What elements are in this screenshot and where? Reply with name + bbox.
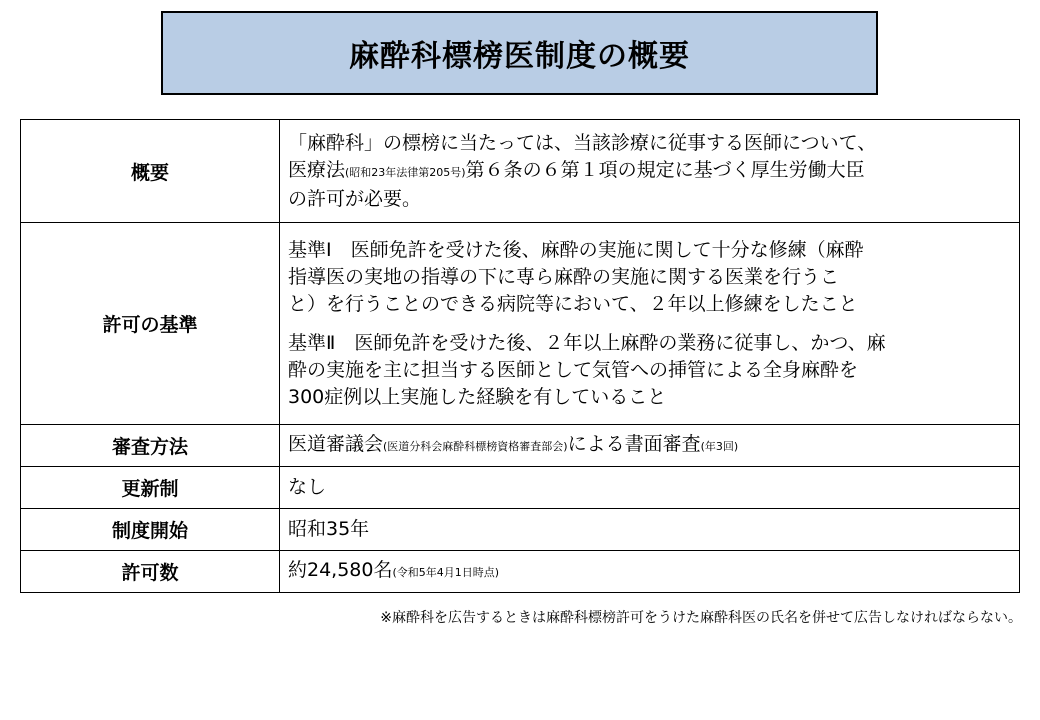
overview-line-3: の許可が必要。 — [288, 187, 422, 210]
table-row-start — [21, 509, 1020, 551]
row-label-start: 制度開始 — [21, 509, 280, 551]
count-date-note: (令和5年4月1日時点) — [392, 566, 500, 579]
criterion-2-line-2: 酔の実施を主に担当する医師として気管への挿管による全身麻酔を — [288, 358, 859, 381]
title-box — [161, 11, 878, 95]
table-row-overview — [21, 120, 1020, 223]
overview-line-2 — [288, 157, 1011, 186]
table-row-count — [21, 551, 1020, 593]
criterion-2-line-3: 300症例以上実施した経験を有していること — [288, 385, 667, 408]
review-council: 医道審議会 — [288, 433, 384, 455]
row-value-criteria — [280, 223, 1020, 425]
review-council-note: (医道分科会麻酔科標榜資格審査部会) — [383, 440, 568, 453]
overview-law-note: (昭和23年法律第205号) — [345, 165, 466, 179]
row-label-review: 審査方法 — [21, 425, 280, 467]
row-value-start: 昭和35年 — [280, 509, 1020, 551]
criterion-1 — [288, 237, 1011, 318]
row-value-review — [280, 425, 1020, 467]
review-frequency: (年3回) — [700, 440, 739, 453]
overview-line-1: 「麻酔科」の標榜に当たっては、当該診療に従事する医師について、 — [288, 131, 877, 154]
row-value-renewal: なし — [280, 467, 1020, 509]
row-value-count — [280, 551, 1020, 593]
overview-law: 医療法 — [288, 158, 346, 181]
criterion-2-line-1: 基準Ⅱ 医師免許を受けた後、２年以上麻酔の業務に従事し、かつ、麻 — [288, 331, 886, 354]
table-row-renewal — [21, 467, 1020, 509]
criterion-2 — [288, 330, 1011, 411]
row-label-count: 許可数 — [21, 551, 280, 593]
row-value-overview — [280, 120, 1020, 223]
criterion-1-line-3: と）を行うことのできる病院等において、２年以上修練をしたこと — [288, 292, 858, 315]
overview-law-rest: 第６条の６第１項の規定に基づく厚生労働大臣 — [465, 158, 865, 181]
table-row-review — [21, 425, 1020, 467]
page-title: 麻酔科標榜医制度の概要 — [349, 39, 690, 74]
row-label-criteria: 許可の基準 — [21, 223, 280, 425]
review-method: による書面審査 — [567, 433, 701, 455]
criterion-1-line-2: 指導医の実地の指導の下に専ら麻酔の実施に関する医業を行うこ — [288, 265, 840, 288]
footnote: ※麻酔科を広告するときは麻酔科標榜許可をうけた麻酔科医の氏名を併せて広告しなければならない。 — [380, 610, 1022, 626]
count-value: 約24,580名 — [288, 559, 393, 581]
criterion-1-line-1: 基準Ⅰ 医師免許を受けた後、麻酔の実施に関して十分な修練（麻酔 — [288, 238, 864, 261]
row-label-overview: 概要 — [21, 120, 280, 223]
table-row-criteria — [21, 223, 1020, 425]
row-label-renewal: 更新制 — [21, 467, 280, 509]
overview-table — [20, 119, 1020, 593]
